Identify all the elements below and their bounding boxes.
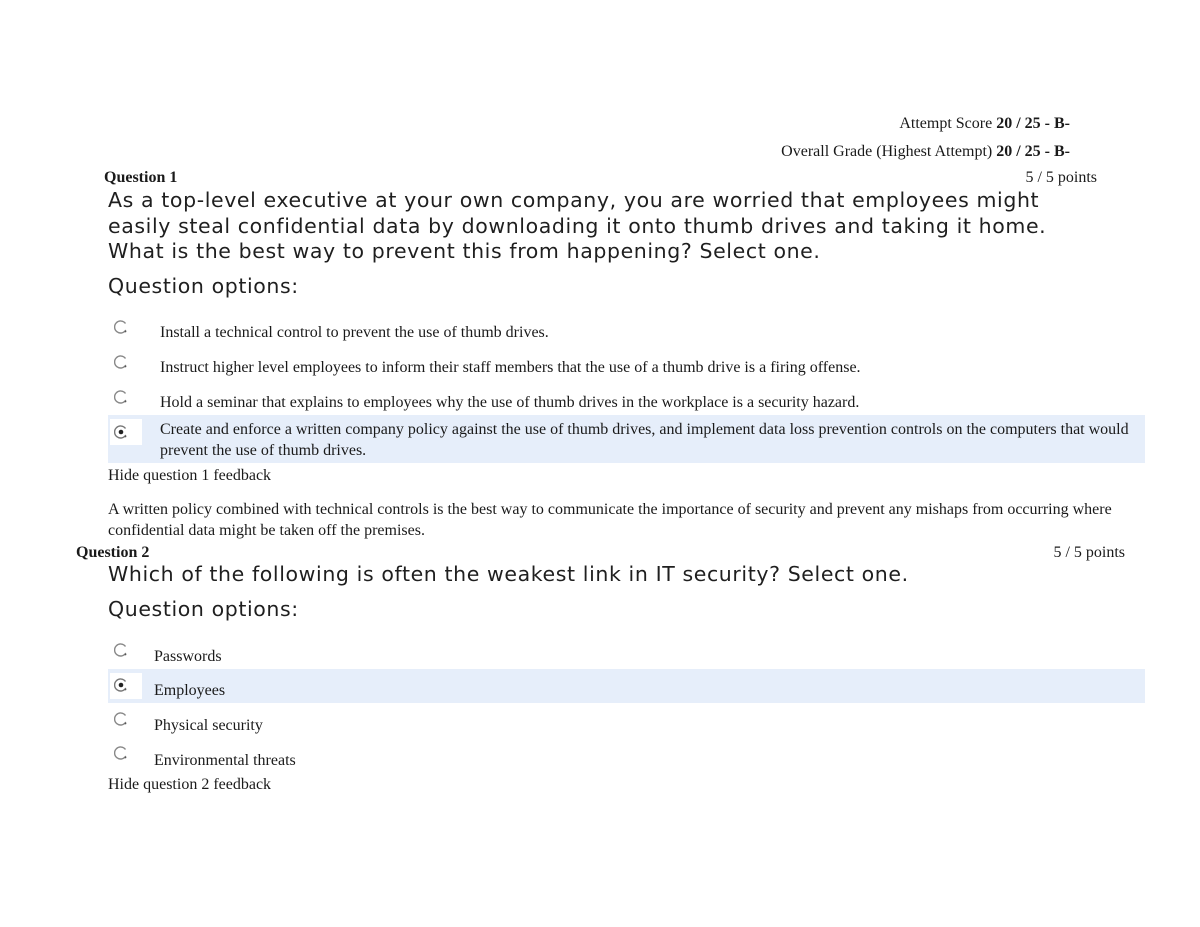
option-text: Create and enforce a written company policy against the use of thumb drives, and implement data loss prevention controls on the computers that would prevent the use of thumb drives. [160,421,1129,459]
radio-unselected-icon[interactable] [114,355,128,369]
radio-unselected-icon[interactable] [114,390,128,404]
option-text: Install a technical control to prevent the use of thumb drives. [160,324,549,341]
option-text: Passwords [154,648,222,665]
option-text: Hold a seminar that explains to employees why the use of thumb drives in the workplace is a security hazard. [160,394,860,411]
question-1-text: As a top-level executive at your own company, you are worried that employees might easily steal confidential data by downloading it onto thumb drives and taking it home. What is the best way to prevent this from happening? Select one. [108,188,1047,263]
question-1-options-label: Question options: [108,274,299,298]
question-2-options-label: Question options: [108,597,299,621]
radio-unselected-icon[interactable] [114,712,128,726]
question-1-feedback: A written policy combined with technical controls is the best way to communicate the importance of security and prevent any mishaps from occurring where confidential data might be taken off the premises. [108,501,1112,539]
option-text: Environmental threats [154,752,296,769]
option-text: Instruct higher level employees to inform their staff members that the use of a thumb drive is a firing offense. [160,359,861,376]
overall-grade-label: Overall Grade (Highest Attempt) [781,143,993,160]
radio-selected-icon[interactable] [114,425,128,439]
question-2-feedback-toggle[interactable]: Hide question 2 feedback [108,776,272,793]
radio-unselected-icon[interactable] [114,320,128,334]
question-1-label: Question 1 [104,169,178,186]
overall-grade-value: 20 / 25 - B- [996,143,1070,160]
attempt-score-label: Attempt Score [899,115,993,132]
question-1-option-2[interactable] [108,350,1145,384]
question-1-option-3[interactable] [108,385,1145,415]
attempt-score-value: 20 / 25 - B- [996,115,1070,132]
question-2-option-1[interactable] [108,638,1145,670]
option-text: Employees [154,682,226,699]
question-1-points: 5 / 5 points [1025,169,1097,186]
attempt-score [899,115,1070,133]
radio-selected-icon[interactable] [114,678,128,692]
question-2-points: 5 / 5 points [1053,544,1125,561]
overall-grade [781,143,1070,161]
radio-unselected-icon[interactable] [114,746,128,760]
question-2-text: Which of the following is often the weakest link in IT security? Select one. [108,562,909,586]
question-1-feedback-toggle[interactable]: Hide question 1 feedback [108,467,272,484]
question-1-option-4[interactable] [108,415,1145,463]
question-2-option-3[interactable] [108,707,1145,739]
question-1-option-1[interactable] [108,315,1145,349]
question-2-option-4[interactable] [108,741,1145,773]
option-text: Physical security [154,717,263,734]
question-2-label: Question 2 [76,544,150,561]
radio-unselected-icon[interactable] [114,643,128,657]
question-2-option-2[interactable] [108,669,1145,703]
